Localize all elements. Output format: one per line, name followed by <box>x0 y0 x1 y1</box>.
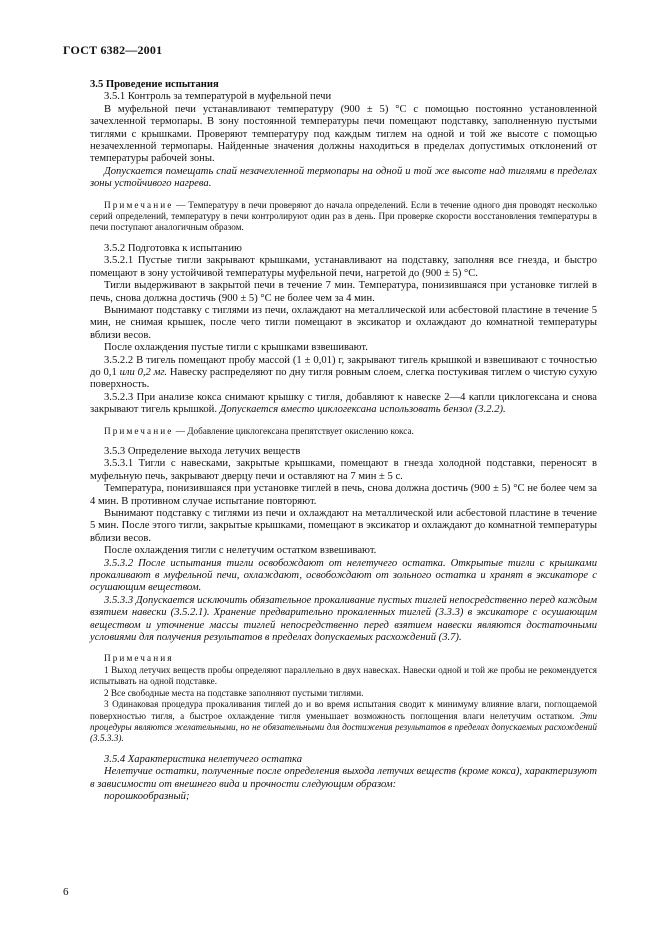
paragraph-italic: Допускается помещать спай незачехленной термопары на одной и той же высоте над тиглями в пределах зоны устойчивого нагрева. <box>90 165 597 190</box>
document-header: ГОСТ 6382—2001 <box>63 43 163 57</box>
note-text: — Температуру в печи проверяют до начала определений. Если в течение одного дня проводят несколько серий определений, температуру в печи контролируют один раз в день. При проверке скорости восстановления температуры в печи поступают аналогичным образом. <box>90 199 597 233</box>
paragraph: После охлаждения тигли с нелетучим остатком взвешивают. <box>104 545 377 557</box>
subsection-heading-3-5-4: 3.5.4 Характеристика нелетучего остатка <box>104 753 303 765</box>
page-content <box>90 79 597 803</box>
paragraph <box>90 355 597 392</box>
subsection-heading-3-5-3: 3.5.3 Определение выхода летучих веществ <box>104 445 301 457</box>
note-label: Примечание <box>104 199 174 210</box>
text-run-italic: Допускается вместо циклогексана использовать бензол (3.2.2). <box>219 404 506 416</box>
text-run: 3.5.2.3 При анализе кокса снимают крышку с тигля, добавляют к навеске 2—4 капли циклогексана и снова закрывают тигель крышкой. <box>90 391 597 416</box>
paragraph: Тигли выдерживают в закрытой печи в течение 7 мин. Температура, понизившаяся при установке тиглей в печь, снова должна достичь (900 ± 5) °С не более чем за 4 мин. <box>90 280 597 304</box>
paragraph-italic: порошкообразный; <box>104 790 190 802</box>
subsection-heading-3-5-1: 3.5.1 Контроль за температурой в муфельной печи <box>104 91 332 103</box>
paragraph: Вынимают подставку с тиглями из печи, охлаждают на металлической или асбестовой пластине в течение 5 мин, не снимая крышек, после чего тигли помещают в эксикатор и охлаждают до комнатной температуры вблизи весов. <box>90 304 597 341</box>
note-2 <box>90 426 597 437</box>
paragraph: 3.5.2.1 Пустые тигли закрывают крышками, устанавливают на подставку, заполняя все гнезда, и быстро помещают в зону устойчивой температуры муфельной печи, нагретой до (900 ± 5) °С. <box>90 255 597 279</box>
text-run: 3.5.2.2 В тигель помещают пробу массой (1 ± 0,01) г, закрывают тигель крышкой и взвешивают с точностью до 0,1 <box>90 354 597 378</box>
note-text: — Добавление циклогексана препятствует окислению кокса. <box>173 425 414 436</box>
note-1 <box>90 200 597 234</box>
paragraph: В муфельной печи устанавливают температуру (900 ± 5) °С с помощью постоянно установленной зачехленной термопары. В зону постоянной температуры печи помещают подставку, заполненную пустыми тиглями с крышками. Проверяют температуру под каждым тиглем на одной и той же высоте с помощью незачехленной термопары. Найденные значения должны находиться в пределах допустимых отклонений от температуры рабочей зоны. <box>90 103 597 165</box>
notes-label: Примечания <box>104 653 174 664</box>
note-item: 1 Выход летучих веществ пробы определяют параллельно в двух навесках. Навески одной и той же пробы не рекомендуется испытывать на одной подставке. <box>90 664 597 687</box>
text-run: 3 Одинаковая процедура прокаливания тиглей до и во время испытания сводит к минимуму влияние влаги, поглощаемой поверхностью тигля, а быстрое охлаждение тигля уменьшает возможность поглощения влаги нелетучим остатком. <box>90 699 597 721</box>
paragraph: После охлаждения пустые тигли с крышками взвешивают. <box>104 342 368 354</box>
paragraph-italic: 3.5.3.2 После испытания тигли освобождают от нелетучего остатка. Открытые тигли с крышками прокаливают в муфельной печи, охлаждают, освобождают от зольного остатка и хранят в эксикаторе с осушающим веществом. <box>90 557 597 594</box>
paragraph: 3.5.3.1 Тигли с навесками, закрытые крышками, помещают в гнезда холодной подставки, переносят в муфельную печь, закрывают дверцу печи и оставляют на 7 мин ± 5 с. <box>90 458 597 482</box>
paragraph-italic: 3.5.3.3 Допускается исключить обязательное прокаливание пустых тиглей непосредственно перед каждым взятием навески (3.5.2.1). Хранение предварительно прокаленных тиглей (3.3.3) в эксикаторе с осушающим веществом и уточнение массы тиглей непосредственно перед взятием навески являются достаточными условиями для получения результатов в пределах допускаемых расхождений (3.7). <box>90 594 597 644</box>
paragraph <box>90 392 597 417</box>
paragraph: Температура, понизившаяся при установке тиглей в печь, снова должна достичь (900 ± 5) °С не более чем за 4 мин. В противном случае испытание повторяют. <box>90 483 597 507</box>
note-item <box>90 699 597 745</box>
text-run-italic: Эти процедуры являются желательными, но не обязательными для достижения результатов в пределах допускаемых расхождений (3.5.3.3). <box>90 710 597 744</box>
text-run: Навеску распределяют по дну тигля ровным слоем, слегка постукивая тиглем о чистую сухую поверхность. <box>90 366 598 391</box>
paragraph-italic: Нелетучие остатки, полученные после определения выхода летучих веществ (кроме кокса), характеризуют в зависимости от внешнего вида и прочности следующим образом: <box>90 766 597 790</box>
text-run-italic: или 0,2 мг. <box>119 366 168 378</box>
page-number: 6 <box>63 886 69 898</box>
section-title-3-5: 3.5 Проведение испытания <box>90 79 219 90</box>
subsection-heading-3-5-2: 3.5.2 Подготовка к испытанию <box>104 242 242 254</box>
note-label: Примечание <box>104 425 174 436</box>
paragraph: Вынимают подставку с тиглями из печи и охлаждают на металлической или асбестовой пластине в течение 5 мин. После этого тигли, закрытые крышками, помещают в эксикатор и охлаждают до комнатной температуры вблизи весов. <box>90 508 597 544</box>
note-item: 2 Все свободные места на подставке заполняют пустыми тиглями. <box>104 687 364 698</box>
